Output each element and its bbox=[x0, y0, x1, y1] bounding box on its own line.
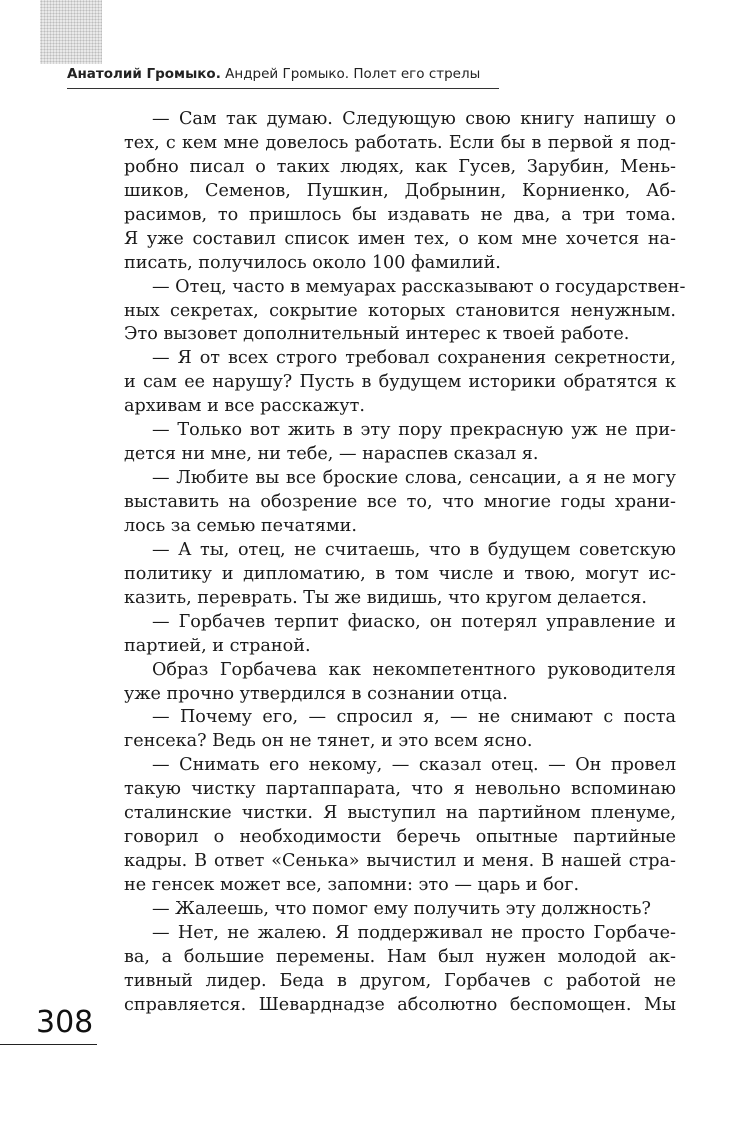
text-line: Образ Горбачева как некомпетентного руководителя bbox=[152, 659, 676, 680]
text-line: не генсек может все, запомни: это — царь и бог. bbox=[124, 875, 580, 895]
text-line: Это вызовет дополнительный интерес к твоей работе. bbox=[124, 324, 630, 345]
text-line: ных секретах, сокрытие которых становится ненужным. bbox=[124, 300, 676, 321]
text-line: такую чистку партаппарата, что я невольно вспоминаю bbox=[124, 779, 676, 800]
running-header bbox=[67, 66, 507, 82]
text-line: справляется. Шеварднадзе абсолютно беспомощен. Мы bbox=[124, 994, 676, 1015]
text-line: партией, и страной. bbox=[124, 635, 311, 656]
text-line: — Отец, часто в мемуарах рассказывают о государствен- bbox=[152, 276, 686, 297]
text-line: тех, с кем мне довелось работать. Если бы в первой я под- bbox=[124, 132, 676, 153]
text-line: — Любите вы все броские слова, сенсации, а я не могу bbox=[152, 468, 676, 489]
text-line: — Снимать его некому, — сказал отец. — Он провел bbox=[152, 755, 676, 776]
header-author: Анатолий Громыко. bbox=[67, 66, 221, 82]
text-line: казить, переврать. Ты же видишь, что кругом делается. bbox=[124, 587, 647, 608]
text-line: говорил о необходимости беречь опытные партийные bbox=[124, 827, 676, 848]
text-line: — Жалеешь, что помог ему получить эту должность? bbox=[152, 898, 651, 919]
text-line: Я уже составил список имен тех, о ком мне хочется на- bbox=[124, 228, 676, 249]
text-line: кадры. В ответ «Сенька» вычистил и меня. В нашей стра- bbox=[124, 851, 676, 872]
text-line: сталинские чистки. Я выступил на партийном пленуме, bbox=[124, 803, 676, 824]
page-number-rule bbox=[0, 1044, 97, 1045]
text-line: политику и дипломатию, в том числе и твою, могут ис- bbox=[124, 563, 676, 584]
body-text bbox=[124, 108, 686, 1018]
scan-corner-shading bbox=[40, 0, 102, 64]
text-line: — Только вот жить в эту пору прекрасную уж не при- bbox=[152, 420, 676, 441]
page-number: 308 bbox=[36, 1005, 94, 1040]
text-line: робно писал о таких людях, как Гусев, Зарубин, Мень- bbox=[124, 156, 676, 177]
text-line: ва, а большие перемены. Нам был нужен молодой ак- bbox=[124, 946, 676, 967]
text-line: шиков, Семенов, Пушкин, Добрынин, Корниенко, Аб- bbox=[124, 180, 676, 201]
text-line: — А ты, отец, не считаешь, что в будущем советскую bbox=[152, 539, 676, 560]
header-book-title: Андрей Громыко. Полет его стрелы bbox=[225, 66, 481, 82]
text-line: лось за семью печатями. bbox=[124, 515, 358, 536]
text-line: генсека? Ведь он не тянет, и это всем ясно. bbox=[124, 731, 533, 752]
text-line: архивам и все расскажут. bbox=[124, 396, 365, 417]
text-line: выставить на обозрение все то, что многие годы храни- bbox=[124, 492, 676, 512]
text-line: — Сам так думаю. Следующую свою книгу напишу о bbox=[152, 109, 676, 129]
text-line: уже прочно утвердился в сознании отца. bbox=[124, 683, 508, 704]
text-line: расимов, то пришлось бы издавать не два, а три тома. bbox=[124, 204, 676, 225]
text-line: — Почему его, — спросил я, — не снимают с поста bbox=[152, 707, 676, 728]
header-rule bbox=[67, 88, 499, 89]
text-line: дется ни мне, ни тебе, — нараспев сказал я. bbox=[124, 444, 539, 465]
text-line: и сам ее нарушу? Пусть в будущем историки обратятся к bbox=[124, 372, 676, 393]
text-line: тивный лидер. Беда в другом, Горбачев с работой не bbox=[124, 970, 676, 991]
text-line: — Нет, не жалею. Я поддерживал не просто Горбаче- bbox=[152, 922, 676, 943]
text-line: — Я от всех строго требовал сохранения секретности, bbox=[152, 348, 676, 369]
text-line: — Горбачев терпит фиаско, он потерял управление и bbox=[152, 611, 676, 632]
text-line: писать, получилось около 100 фамилий. bbox=[124, 252, 501, 273]
